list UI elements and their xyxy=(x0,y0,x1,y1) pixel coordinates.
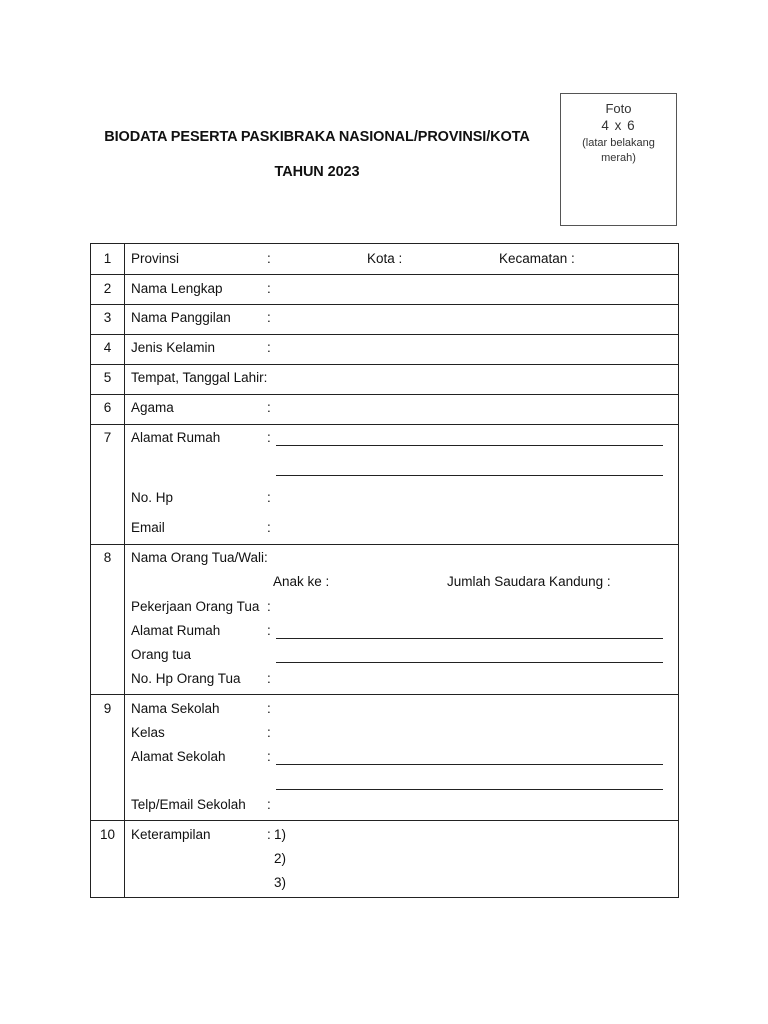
form-title: BIODATA PESERTA PASKIBRAKA NASIONAL/PROVINSI/KOTA xyxy=(104,129,530,145)
row-number: 7 xyxy=(103,430,112,445)
colon: : xyxy=(267,701,271,716)
colon: : xyxy=(267,827,271,842)
skill-item-1: 1) xyxy=(274,827,287,842)
photo-box xyxy=(560,93,677,226)
label-nama-sekolah: Nama Sekolah xyxy=(131,701,220,716)
skill-item-2: 2) xyxy=(274,851,287,866)
label-no-hp: No. Hp xyxy=(131,490,174,505)
row-number: 2 xyxy=(103,281,112,296)
colon: : xyxy=(267,251,271,266)
number-column-divider xyxy=(124,244,125,897)
photo-note xyxy=(561,136,676,166)
row-divider xyxy=(91,820,678,821)
address-line xyxy=(276,662,663,663)
label-jenis-kelamin: Jenis Kelamin xyxy=(131,340,216,355)
colon: : xyxy=(267,400,271,415)
label-pekerjaan-orang-tua: Pekerjaan Orang Tua xyxy=(131,599,260,614)
row-divider xyxy=(91,334,678,335)
colon: : xyxy=(267,749,271,764)
row-number: 4 xyxy=(103,340,112,355)
colon: : xyxy=(267,599,271,614)
row-divider xyxy=(91,274,678,275)
label-kelas: Kelas xyxy=(131,725,165,740)
colon: : xyxy=(267,490,271,505)
row-divider xyxy=(91,424,678,425)
label-kecamatan: Kecamatan : xyxy=(499,251,575,266)
label-alamat-rumah-ortu: Alamat Rumah xyxy=(131,623,221,638)
label-no-hp-orang-tua: No. Hp Orang Tua xyxy=(131,671,241,686)
row-number: 8 xyxy=(103,550,112,565)
row-divider xyxy=(91,364,678,365)
label-nama-panggilan: Nama Panggilan xyxy=(131,310,231,325)
colon: : xyxy=(267,623,271,638)
label-kota: Kota : xyxy=(367,251,403,266)
label-telp-email-sekolah: Telp/Email Sekolah xyxy=(131,797,246,812)
row-number: 6 xyxy=(103,400,112,415)
colon: : xyxy=(267,797,271,812)
row-divider xyxy=(91,304,678,305)
address-line xyxy=(276,789,663,790)
colon: : xyxy=(267,671,271,686)
label-anak-ke: Anak ke : xyxy=(273,574,330,589)
address-line xyxy=(276,445,663,446)
row-number: 3 xyxy=(103,310,112,325)
label-nama-lengkap: Nama Lengkap xyxy=(131,281,223,296)
photo-size: 4 x 6 xyxy=(601,118,636,133)
skill-item-3: 3) xyxy=(274,875,287,890)
label-tempat-tanggal-lahir: Tempat, Tanggal Lahir: xyxy=(131,370,268,385)
row-number: 5 xyxy=(103,370,112,385)
colon: : xyxy=(267,725,271,740)
row-divider xyxy=(91,544,678,545)
address-line xyxy=(276,475,663,476)
label-orang-tua: Orang tua xyxy=(131,647,192,662)
row-divider xyxy=(91,694,678,695)
label-alamat-sekolah: Alamat Sekolah xyxy=(131,749,226,764)
row-number: 10 xyxy=(99,827,116,842)
form-year: TAHUN 2023 xyxy=(274,164,360,180)
photo-note-line1: (latar belakang xyxy=(582,137,655,149)
colon: : xyxy=(267,310,271,325)
label-keterampilan: Keterampilan xyxy=(131,827,211,842)
row-divider xyxy=(91,394,678,395)
address-line xyxy=(276,638,663,639)
label-nama-orang-tua: Nama Orang Tua/Wali: xyxy=(131,550,268,565)
row-number: 1 xyxy=(103,251,112,266)
address-line xyxy=(276,764,663,765)
photo-note-line2: merah) xyxy=(601,152,636,164)
row-number: 9 xyxy=(103,701,112,716)
label-email: Email xyxy=(131,520,165,535)
photo-label: Foto xyxy=(605,101,632,116)
colon: : xyxy=(267,281,271,296)
colon: : xyxy=(267,430,271,445)
label-alamat-rumah: Alamat Rumah xyxy=(131,430,221,445)
label-agama: Agama xyxy=(131,400,174,415)
colon: : xyxy=(267,340,271,355)
biodata-table xyxy=(90,243,679,898)
colon: : xyxy=(267,520,271,535)
label-jumlah-saudara: Jumlah Saudara Kandung : xyxy=(447,574,611,589)
label-provinsi: Provinsi xyxy=(131,251,180,266)
